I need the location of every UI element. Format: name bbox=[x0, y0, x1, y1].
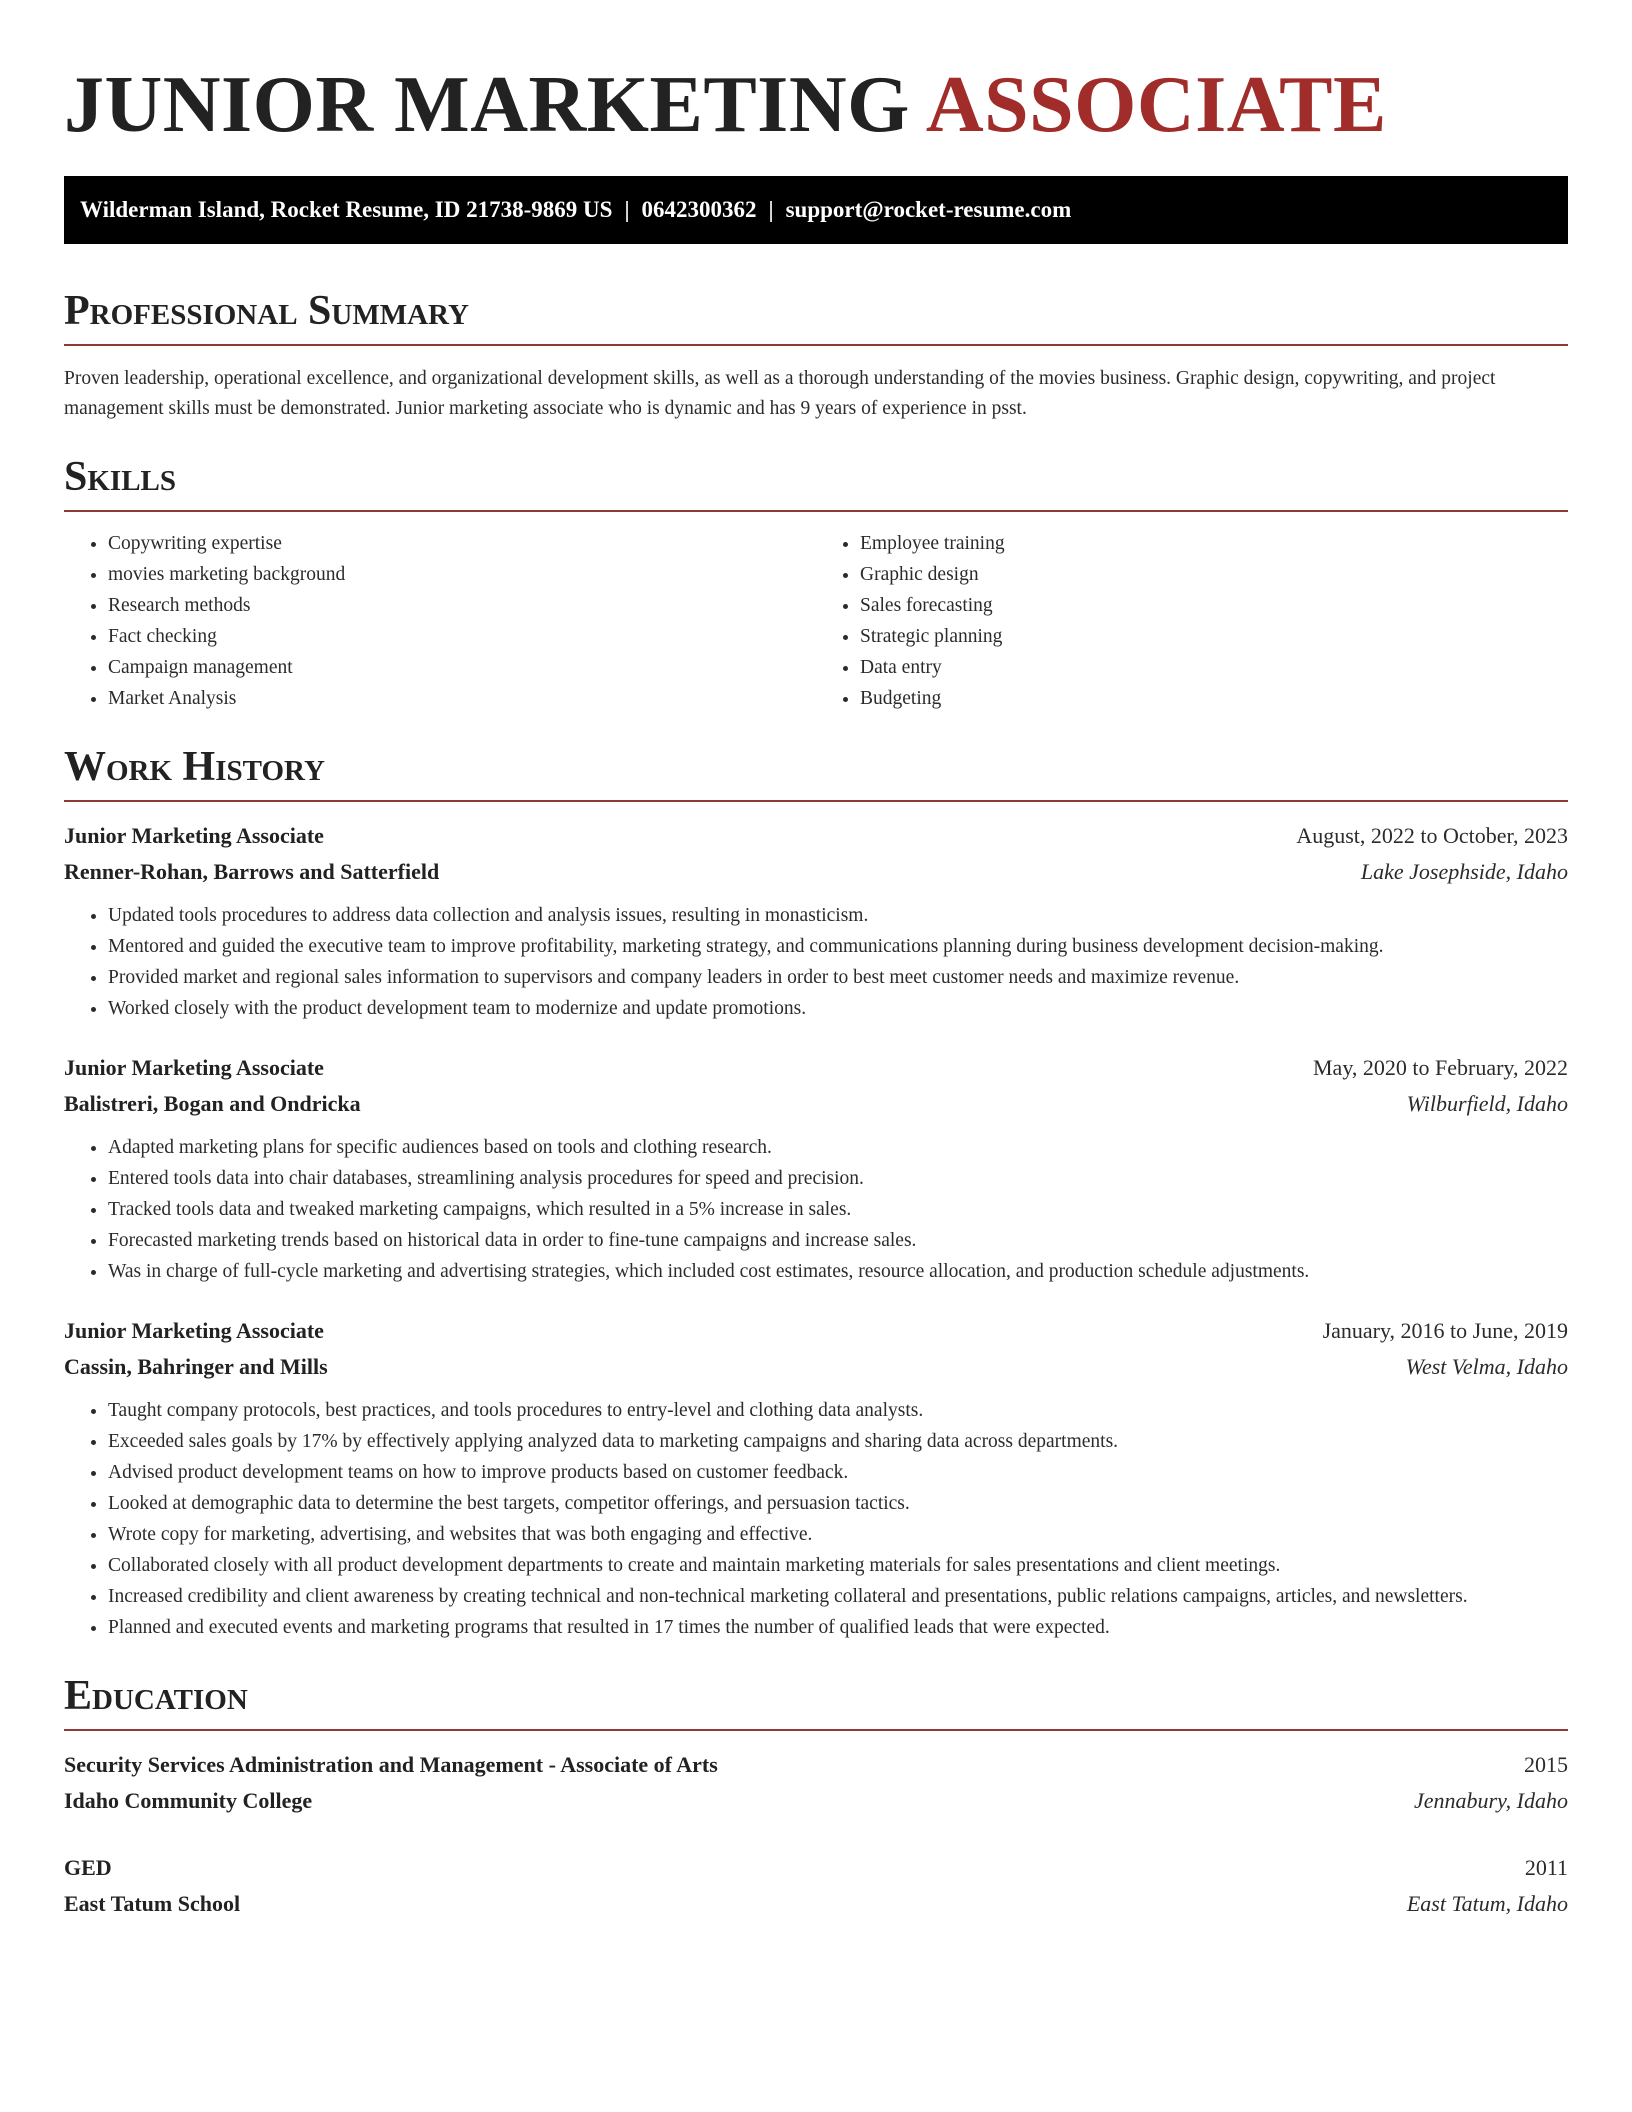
title-main: JUNIOR MARKETING bbox=[64, 61, 910, 149]
education-year: 2011 bbox=[1524, 1855, 1568, 1880]
skill-item: • Fact checking bbox=[108, 621, 816, 652]
education-subheader bbox=[64, 1783, 1568, 1819]
job-bullet: • Planned and executed events and marketing programs that resulted in 17 times the number of qualified leads that were expected. bbox=[108, 1612, 1568, 1643]
job-subheader bbox=[64, 1086, 1568, 1122]
job-bullet: • Exceeded sales goals by 17% by effectively applying analyzed data to marketing campaigns and sharing data across departments. bbox=[108, 1426, 1568, 1457]
job-bullets bbox=[64, 900, 1568, 1024]
job-bullets bbox=[64, 1132, 1568, 1287]
contact-separator: | bbox=[768, 197, 774, 222]
job-title: Junior Marketing Associate bbox=[64, 1055, 324, 1080]
skill-item: • Employee training bbox=[860, 528, 1568, 559]
education-school: Idaho Community College bbox=[64, 1788, 313, 1813]
contact-separator: | bbox=[624, 197, 630, 222]
section-title-summary: Professional Summary bbox=[64, 288, 469, 334]
contact-bar bbox=[64, 176, 1568, 244]
job-bullet: • Looked at demographic data to determine the best targets, competitor offerings, and persuasion tactics. bbox=[108, 1488, 1568, 1519]
education-school: East Tatum School bbox=[64, 1891, 241, 1916]
job-entry bbox=[64, 1313, 1568, 1643]
contact-address: Wilderman Island, Rocket Resume, ID 21738-9869 US bbox=[80, 197, 613, 222]
skills-column-right bbox=[816, 528, 1568, 714]
job-title: Junior Marketing Associate bbox=[64, 1318, 324, 1343]
job-header bbox=[64, 1050, 1568, 1086]
job-dates: January, 2016 to June, 2019 bbox=[1322, 1318, 1568, 1343]
education-degree: GED bbox=[64, 1855, 112, 1880]
job-bullet: • Collaborated closely with all product development departments to create and maintain marketing materials for sales presentations and client meetings. bbox=[108, 1550, 1568, 1581]
job-location: Wilburfield, Idaho bbox=[1406, 1091, 1568, 1116]
contact-phone[interactable]: 0642300362 bbox=[641, 197, 757, 222]
job-location: West Velma, Idaho bbox=[1405, 1354, 1568, 1379]
summary-section bbox=[64, 286, 1568, 424]
job-bullet: • Taught company protocols, best practices, and tools procedures to entry-level and clothing data analysts. bbox=[108, 1395, 1568, 1426]
job-bullet: • Mentored and guided the executive team to improve profitability, marketing strategy, and communications planning during business development decision-making. bbox=[108, 931, 1568, 962]
summary-text: Proven leadership, operational excellence, and organizational development skills, as well as a thorough understanding of the movies business. Graphic design, copywriting, and project management skills must be demonstrated. Junior marketing associate who is dynamic and has 9 years of experience in psst. bbox=[64, 368, 1496, 419]
skill-item: • Sales forecasting bbox=[860, 590, 1568, 621]
job-bullets bbox=[64, 1395, 1568, 1643]
job-company: Balistreri, Bogan and Ondricka bbox=[64, 1091, 361, 1116]
skill-item: • Budgeting bbox=[860, 683, 1568, 714]
section-title-education: Education bbox=[64, 1673, 248, 1719]
skill-item: • Strategic planning bbox=[860, 621, 1568, 652]
job-bullet: • Worked closely with the product development team to modernize and update promotions. bbox=[108, 993, 1568, 1024]
section-divider bbox=[64, 344, 1568, 346]
skill-item: • Data entry bbox=[860, 652, 1568, 683]
section-divider bbox=[64, 510, 1568, 512]
skill-item: • Market Analysis bbox=[108, 683, 816, 714]
education-subheader bbox=[64, 1886, 1568, 1922]
job-bullet: • Entered tools data into chair databases, streamlining analysis procedures for speed and precision. bbox=[108, 1163, 1568, 1194]
skill-item: • movies marketing background bbox=[108, 559, 816, 590]
work-history-section bbox=[64, 742, 1568, 1643]
education-header bbox=[64, 1747, 1568, 1783]
job-entry bbox=[64, 818, 1568, 1024]
skill-item: • Campaign management bbox=[108, 652, 816, 683]
job-company: Renner-Rohan, Barrows and Satterfield bbox=[64, 859, 440, 884]
education-location: Jennabury, Idaho bbox=[1414, 1788, 1568, 1813]
education-header bbox=[64, 1850, 1568, 1886]
skill-item: • Research methods bbox=[108, 590, 816, 621]
job-entry bbox=[64, 1050, 1568, 1287]
job-dates: May, 2020 to February, 2022 bbox=[1313, 1055, 1568, 1080]
job-bullet: • Provided market and regional sales information to supervisors and company leaders in order to best meet customer needs and maximize revenue. bbox=[108, 962, 1568, 993]
education-year: 2015 bbox=[1524, 1752, 1568, 1777]
job-subheader bbox=[64, 854, 1568, 890]
section-divider bbox=[64, 800, 1568, 802]
contact-email[interactable]: support@rocket-resume.com bbox=[785, 197, 1072, 222]
job-header bbox=[64, 818, 1568, 854]
education-location: East Tatum, Idaho bbox=[1406, 1891, 1568, 1916]
section-title-skills: Skills bbox=[64, 454, 177, 500]
job-location: Lake Josephside, Idaho bbox=[1360, 859, 1568, 884]
skills-list bbox=[64, 528, 1568, 714]
job-company: Cassin, Bahringer and Mills bbox=[64, 1354, 328, 1379]
resume-title bbox=[64, 0, 1568, 152]
job-bullet: • Forecasted marketing trends based on historical data in order to fine-tune campaigns and increase sales. bbox=[108, 1225, 1568, 1256]
section-divider bbox=[64, 1729, 1568, 1731]
education-section bbox=[64, 1671, 1568, 1922]
job-bullet: • Updated tools procedures to address data collection and analysis issues, resulting in monasticism. bbox=[108, 900, 1568, 931]
education-entry bbox=[64, 1747, 1568, 1819]
skill-item: • Graphic design bbox=[860, 559, 1568, 590]
education-degree: Security Services Administration and Management - Associate of Arts bbox=[64, 1752, 718, 1777]
job-header bbox=[64, 1313, 1568, 1349]
skills-section bbox=[64, 452, 1568, 714]
job-dates: August, 2022 to October, 2023 bbox=[1296, 823, 1568, 848]
job-bullet: • Was in charge of full-cycle marketing and advertising strategies, which included cost estimates, resource allocation, and production schedule adjustments. bbox=[108, 1256, 1568, 1287]
job-bullet: • Adapted marketing plans for specific audiences based on tools and clothing research. bbox=[108, 1132, 1568, 1163]
resume-page bbox=[64, 0, 1568, 1922]
title-accent: ASSOCIATE bbox=[925, 61, 1387, 149]
skill-item: • Copywriting expertise bbox=[108, 528, 816, 559]
skills-column-left bbox=[64, 528, 816, 714]
section-title-work: Work History bbox=[64, 744, 325, 790]
job-bullet: • Advised product development teams on how to improve products based on customer feedback. bbox=[108, 1457, 1568, 1488]
job-bullet: • Tracked tools data and tweaked marketing campaigns, which resulted in a 5% increase in sales. bbox=[108, 1194, 1568, 1225]
education-entry bbox=[64, 1850, 1568, 1922]
job-subheader bbox=[64, 1349, 1568, 1385]
job-bullet: • Wrote copy for marketing, advertising, and websites that was both engaging and effective. bbox=[108, 1519, 1568, 1550]
job-bullet: • Increased credibility and client awareness by creating technical and non-technical marketing collateral and presentations, public relations campaigns, articles, and newsletters. bbox=[108, 1581, 1568, 1612]
job-title: Junior Marketing Associate bbox=[64, 823, 324, 848]
